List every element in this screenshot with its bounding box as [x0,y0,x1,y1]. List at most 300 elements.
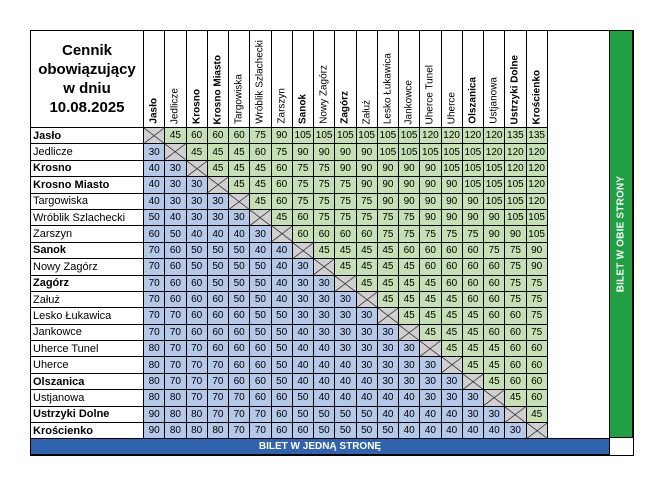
price-cell: 120 [441,128,462,144]
price-cell: 40 [314,357,335,373]
price-cell: 30 [377,341,398,357]
table-row [31,406,548,422]
price-cell: 75 [462,226,483,242]
price-cell: 60 [229,324,250,340]
price-cell: 45 [377,242,398,258]
price-cell: 30 [314,291,335,307]
price-cell: 75 [399,226,420,242]
price-cell: 50 [207,275,228,291]
price-cell: 60 [250,341,271,357]
price-cell: 30 [186,177,207,193]
cross-icon [229,194,249,209]
price-cell: 50 [292,390,313,406]
price-cell: 75 [441,226,462,242]
diagonal-cell [335,275,356,291]
price-cell: 40 [399,423,420,439]
column-header [144,31,165,128]
price-cell: 30 [207,209,228,225]
row-header: Uherce [31,357,144,373]
column-header [377,31,398,128]
price-cell: 30 [377,324,398,340]
row-header: Sanok [31,242,144,258]
price-cell: 105 [505,193,526,209]
column-header-label: Krosno Miasto [212,54,224,124]
row-header: Targowiska [31,193,144,209]
price-cell: 105 [526,209,547,225]
price-cell: 105 [356,128,377,144]
price-cell: 120 [505,160,526,176]
price-cell: 60 [505,324,526,340]
price-cell: 40 [314,341,335,357]
cross-icon [293,243,313,258]
price-cell: 90 [377,177,398,193]
cross-icon [420,341,440,356]
row-header: Olszanica [31,373,144,389]
column-header-label: Ustjanowa [488,77,500,124]
cross-icon [144,128,164,143]
price-cell: 40 [484,423,505,439]
price-cell: 40 [250,242,271,258]
cross-icon [463,374,483,389]
price-cell: 60 [271,177,292,193]
price-cell: 40 [356,390,377,406]
price-cell: 105 [505,177,526,193]
row-header: Jasło [31,128,144,144]
price-cell: 50 [314,406,335,422]
price-cell: 45 [420,308,441,324]
price-cell: 50 [165,226,186,242]
price-cell: 120 [484,144,505,160]
price-cell: 45 [484,357,505,373]
price-cell: 45 [250,177,271,193]
price-cell: 30 [484,406,505,422]
diagonal-cell [292,242,313,258]
column-header-label: Nowy Zagórz [318,65,330,124]
price-cell: 120 [526,144,547,160]
one-way-ticket-bar: BILET W JEDNĄ STRONĘ [30,438,610,455]
cross-icon [505,407,525,422]
price-cell: 45 [207,144,228,160]
price-cell: 30 [314,308,335,324]
diagonal-cell [271,226,292,242]
price-cell: 90 [441,193,462,209]
price-cell: 50 [377,423,398,439]
price-cell: 90 [399,193,420,209]
price-cell: 60 [462,242,483,258]
price-cell: 105 [484,193,505,209]
price-cell: 45 [356,242,377,258]
table-row [31,357,548,373]
column-header [441,31,462,128]
price-cell: 30 [356,324,377,340]
price-cell: 30 [356,308,377,324]
column-header-label: Jasło [148,98,160,124]
price-cell: 40 [441,423,462,439]
price-cell: 50 [271,324,292,340]
price-cell: 60 [505,341,526,357]
price-cell: 50 [144,209,165,225]
price-cell: 90 [356,177,377,193]
price-cell: 40 [314,373,335,389]
price-cell: 70 [229,390,250,406]
price-cell: 70 [144,242,165,258]
price-cell: 90 [441,177,462,193]
price-cell: 90 [314,144,335,160]
price-cell: 60 [356,226,377,242]
price-cell: 30 [420,390,441,406]
price-cell: 45 [377,275,398,291]
price-cell: 30 [186,193,207,209]
price-cell: 45 [399,308,420,324]
price-cell: 40 [399,406,420,422]
column-header [526,31,547,128]
price-cell: 50 [250,291,271,307]
row-header: Ustjanowa [31,390,144,406]
price-cell: 40 [165,209,186,225]
cross-icon [484,390,504,405]
column-header-label: Lesko Łukawica [382,52,394,124]
price-cell: 30 [399,341,420,357]
price-cell: 50 [314,423,335,439]
price-cell: 70 [207,357,228,373]
price-cell: 75 [526,308,547,324]
column-header-label: Zagórz [339,91,351,124]
price-cell: 45 [335,242,356,258]
price-cell: 60 [292,209,313,225]
column-header [165,31,186,128]
price-cell: 90 [377,160,398,176]
price-cell: 60 [292,226,313,242]
diagonal-cell [420,341,441,357]
price-cell: 105 [462,144,483,160]
price-cell: 60 [207,324,228,340]
price-cell: 40 [462,423,483,439]
price-cell: 30 [420,373,441,389]
price-cell: 60 [462,259,483,275]
column-header [271,31,292,128]
price-cell: 75 [250,128,271,144]
diagonal-cell [399,324,420,340]
price-cell: 75 [505,242,526,258]
cross-icon [399,325,419,340]
price-cell: 60 [505,308,526,324]
price-cell: 45 [165,128,186,144]
price-cell: 70 [250,406,271,422]
price-cell: 30 [144,144,165,160]
price-cell: 60 [314,226,335,242]
return-ticket-label: BILET W OBIE STRONY [615,175,627,293]
price-cell: 70 [250,423,271,439]
table-row [31,144,548,160]
price-cell: 90 [356,144,377,160]
column-header [462,31,483,128]
diagonal-cell [207,177,228,193]
price-cell: 105 [377,128,398,144]
price-cell: 105 [526,226,547,242]
price-cell: 135 [526,128,547,144]
table-row [31,373,548,389]
price-cell: 45 [462,341,483,357]
price-cell: 80 [144,357,165,373]
diagonal-cell [462,373,483,389]
price-cell: 30 [420,357,441,373]
cross-icon [272,226,292,241]
price-cell: 105 [484,177,505,193]
price-cell: 60 [526,341,547,357]
price-cell: 90 [377,193,398,209]
price-cell: 60 [165,291,186,307]
row-header: Jedlicze [31,144,144,160]
price-cell: 60 [441,259,462,275]
column-header-label: Wróblik Szlachecki [254,40,266,124]
price-cell: 45 [441,291,462,307]
column-header-label: Załuż [361,99,373,124]
price-cell: 105 [462,160,483,176]
price-cell: 45 [314,242,335,258]
cross-icon [378,308,398,323]
price-cell: 30 [314,324,335,340]
table-row [31,291,548,307]
price-cell: 60 [335,226,356,242]
price-cell: 70 [144,291,165,307]
cross-icon [527,423,547,438]
diagonal-cell [144,128,165,144]
price-cell: 40 [292,373,313,389]
price-cell: 45 [399,291,420,307]
price-cell: 50 [271,373,292,389]
price-cell: 70 [165,324,186,340]
price-cell: 70 [186,357,207,373]
price-cell: 60 [505,373,526,389]
price-cell: 60 [250,373,271,389]
price-cell: 90 [441,209,462,225]
diagonal-cell [229,193,250,209]
price-cell: 60 [484,259,505,275]
column-header [505,31,526,128]
price-cell: 40 [271,275,292,291]
column-header-label: Krościenko [531,69,543,124]
price-cell: 40 [420,423,441,439]
price-cell: 75 [505,275,526,291]
price-cell: 60 [484,324,505,340]
price-cell: 40 [335,373,356,389]
price-cell: 60 [420,242,441,258]
price-cell: 45 [377,259,398,275]
price-cell: 120 [462,128,483,144]
price-cell: 60 [441,242,462,258]
table-row [31,324,548,340]
price-cell: 90 [420,160,441,176]
price-cell: 90 [335,160,356,176]
price-cell: 70 [229,423,250,439]
price-cell: 120 [526,160,547,176]
price-cell: 105 [399,128,420,144]
table-row [31,275,548,291]
table-title: Cennik obowiązujący w dniu 10.08.2025 [31,31,144,128]
price-cell: 120 [505,144,526,160]
price-cell: 60 [250,144,271,160]
price-cell: 40 [271,259,292,275]
row-header: Jankowce [31,324,144,340]
price-cell: 90 [526,242,547,258]
price-cell: 75 [271,144,292,160]
price-cell: 75 [526,291,547,307]
diagonal-cell [526,423,547,439]
price-cell: 40 [186,226,207,242]
price-cell: 80 [144,390,165,406]
price-cell: 80 [186,423,207,439]
row-header: Krościenko [31,423,144,439]
column-header-label: Olszanica [467,77,479,124]
price-cell: 30 [441,373,462,389]
column-header [420,31,441,128]
price-cell: 70 [207,373,228,389]
price-cell: 80 [144,373,165,389]
price-cell: 45 [335,259,356,275]
price-cell: 40 [144,193,165,209]
price-cell: 50 [207,242,228,258]
price-cell: 70 [165,357,186,373]
price-cell: 60 [229,308,250,324]
column-header [250,31,271,128]
price-cell: 30 [292,291,313,307]
price-cell: 60 [229,357,250,373]
column-header-label: Jankowce [403,79,415,124]
price-cell: 120 [526,193,547,209]
price-cell: 45 [526,406,547,422]
price-cell: 30 [462,390,483,406]
price-cell: 30 [165,193,186,209]
row-header: Zarszyn [31,226,144,242]
price-cell: 105 [335,128,356,144]
price-cell: 40 [229,226,250,242]
price-cell: 90 [356,160,377,176]
price-cell: 60 [484,308,505,324]
price-cell: 60 [420,259,441,275]
price-cell: 50 [356,423,377,439]
price-cell: 80 [186,406,207,422]
price-cell: 75 [292,177,313,193]
price-cell: 30 [377,357,398,373]
price-cell: 60 [186,308,207,324]
price-cell: 60 [271,193,292,209]
column-header-label: Ustrzyki Dolne [509,54,521,124]
price-cell: 70 [144,275,165,291]
price-cell: 60 [441,275,462,291]
price-cell: 60 [186,275,207,291]
row-header: Krosno Miasto [31,177,144,193]
price-cell: 105 [314,128,335,144]
price-cell: 45 [462,357,483,373]
price-cell: 30 [165,160,186,176]
cross-icon [442,357,462,372]
price-cell: 50 [229,291,250,307]
price-cell: 30 [399,357,420,373]
price-cell: 90 [292,144,313,160]
price-cell: 60 [186,291,207,307]
price-cell: 50 [229,242,250,258]
price-cell: 60 [207,291,228,307]
diagonal-cell [165,144,186,160]
price-cell: 45 [250,160,271,176]
row-header: Lesko Łukawica [31,308,144,324]
table-row [31,226,548,242]
row-header: Krosno [31,160,144,176]
table-row [31,128,548,144]
price-cell: 40 [144,160,165,176]
price-cell: 45 [356,275,377,291]
cross-icon [187,161,207,176]
row-header: Nowy Zagórz [31,259,144,275]
column-header [292,31,313,128]
column-header [356,31,377,128]
price-cell: 40 [356,373,377,389]
price-cell: 135 [505,128,526,144]
price-cell: 40 [271,242,292,258]
price-cell: 60 [186,128,207,144]
table-row [31,423,548,439]
price-cell: 40 [292,341,313,357]
price-cell: 45 [484,373,505,389]
price-cell: 30 [335,341,356,357]
price-cell: 50 [356,406,377,422]
cross-icon [357,292,377,307]
price-cell: 80 [165,390,186,406]
column-header-label: Zarszyn [276,88,288,124]
price-cell: 75 [292,193,313,209]
price-cell: 40 [335,357,356,373]
price-cell: 70 [165,341,186,357]
cross-icon [314,259,334,274]
diagonal-cell [314,259,335,275]
price-cell: 105 [484,160,505,176]
price-cell: 45 [441,308,462,324]
price-cell: 75 [292,160,313,176]
price-cell: 45 [420,291,441,307]
column-header-label: Jedlicze [169,87,181,124]
price-cell: 50 [250,308,271,324]
price-cell: 45 [377,291,398,307]
column-header [484,31,505,128]
table-row [31,341,548,357]
price-cell: 70 [165,373,186,389]
price-cell: 40 [292,357,313,373]
price-cell: 70 [207,406,228,422]
price-cell: 75 [356,209,377,225]
row-header: Wróblik Szlachecki [31,209,144,225]
price-cell: 60 [462,275,483,291]
price-cell: 45 [229,177,250,193]
price-cell: 75 [377,226,398,242]
price-cell: 45 [484,341,505,357]
price-cell: 50 [271,308,292,324]
column-header [314,31,335,128]
price-cell: 90 [420,209,441,225]
price-cell: 70 [186,341,207,357]
row-header: Ustrzyki Dolne [31,406,144,422]
cross-icon [335,276,355,291]
table-row [31,193,548,209]
column-header [207,31,228,128]
price-cell: 90 [484,226,505,242]
price-cell: 30 [165,177,186,193]
diagonal-cell [186,160,207,176]
price-cell: 30 [207,193,228,209]
price-cell: 60 [399,242,420,258]
price-cell: 50 [335,423,356,439]
price-cell: 70 [186,373,207,389]
price-cell: 30 [229,209,250,225]
